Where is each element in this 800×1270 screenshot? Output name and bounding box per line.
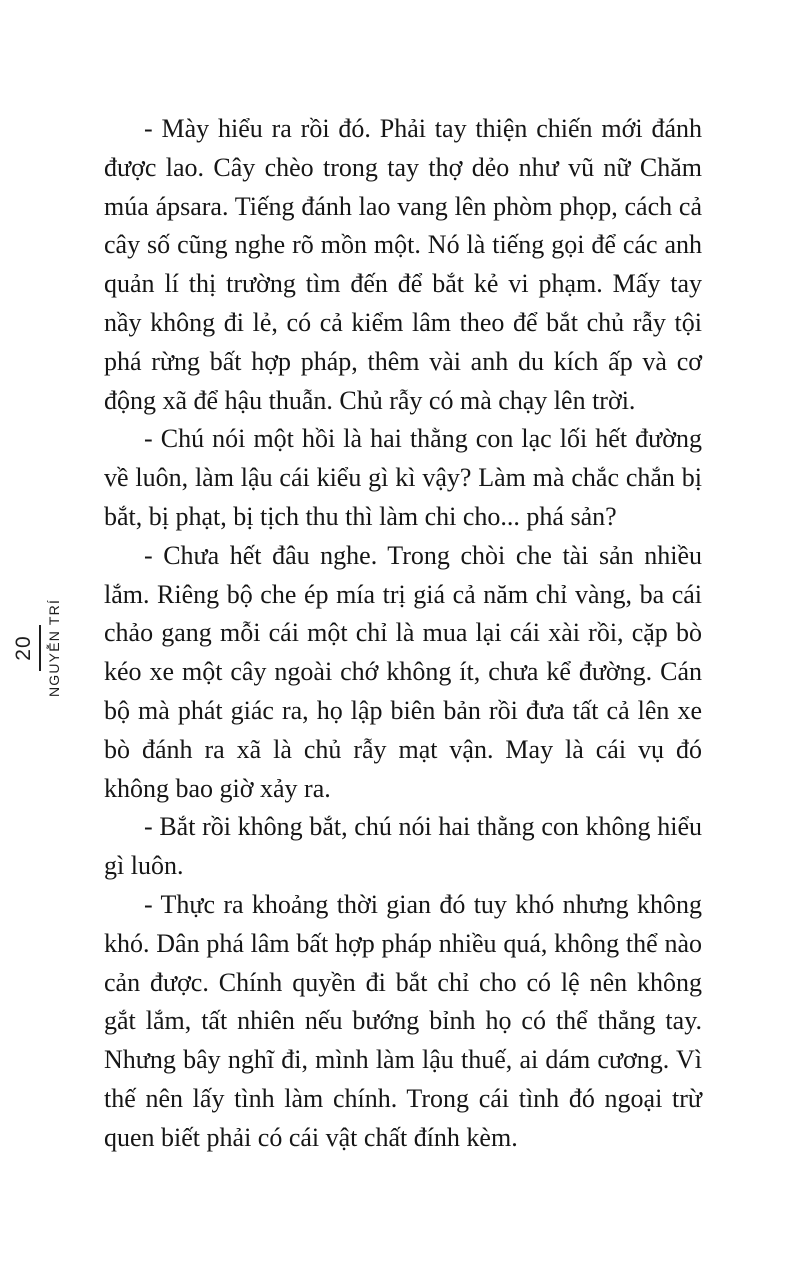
paragraph: - Thực ra khoảng thời gian đó tuy khó nhưng không khó. Dân phá lâm bất hợp pháp nhiều quá, không thể nào cản được. Chính quyền đi bắt chỉ cho có lệ nên không gắt lắm, tất nhiên nếu bướng bỉnh họ có thể thẳng tay. Nhưng bây nghĩ đi, mình làm lậu thuế, ai dám cương. Vì thế nên lấy tình làm chính. Trong cái tình đó ngoại trừ quen biết phải có cái vật chất đính kèm. <box>104 889 702 1152</box>
divider <box>39 625 41 671</box>
author-name: NGUYỄN TRÍ <box>46 598 63 698</box>
paragraph: - Bắt rồi không bắt, chú nói hai thằng con không hiểu gì luôn. <box>104 812 702 881</box>
paragraph: - Mày hiểu ra rồi đó. Phải tay thiện chiến mới đánh được lao. Cây chèo trong tay thợ dẻo như vũ nữ Chăm múa ápsara. Tiếng đánh lao vang lên phòm phọp, cách cả cây số cũng nghe rõ mồn một. Nó là tiếng gọi để các anh quản lí thị trường tìm đến để bắt kẻ vi phạm. Mấy tay nầy không đi lẻ, có cả kiểm lâm theo để bắt chủ rẫy tội phá rừng bất hợp pháp, thêm vài anh du kích ấp và cơ động xã để hậu thuẫn. Chủ rẫy có mà chạy lên trời. <box>104 114 702 415</box>
page-number: 20 <box>11 635 35 661</box>
paragraph: - Chưa hết đâu nghe. Trong chòi che tài sản nhiều lắm. Riêng bộ che ép mía trị giá cả năm chỉ vàng, ba cái chảo gang mỗi cái một chỉ là mua lại cái xài rồi, cặp bò kéo xe một cây ngoài chớ không ít, chưa kể đường. Cán bộ mà phát giác ra, họ lập biên bản rồi đưa tất cả lên xe bò đánh ra xã là chủ rẫy mạt vận. May là cái vụ đó không bao giờ xảy ra. <box>104 540 702 803</box>
page-text <box>104 110 702 1158</box>
paragraph: - Chú nói một hồi là hai thằng con lạc lối hết đường về luôn, làm lậu cái kiểu gì kì vậy? Làm mà chắc chắn bị bắt, bị phạt, bị tịch thu thì làm chi cho... phá sản? <box>104 424 702 531</box>
page-margin-header <box>6 581 68 715</box>
